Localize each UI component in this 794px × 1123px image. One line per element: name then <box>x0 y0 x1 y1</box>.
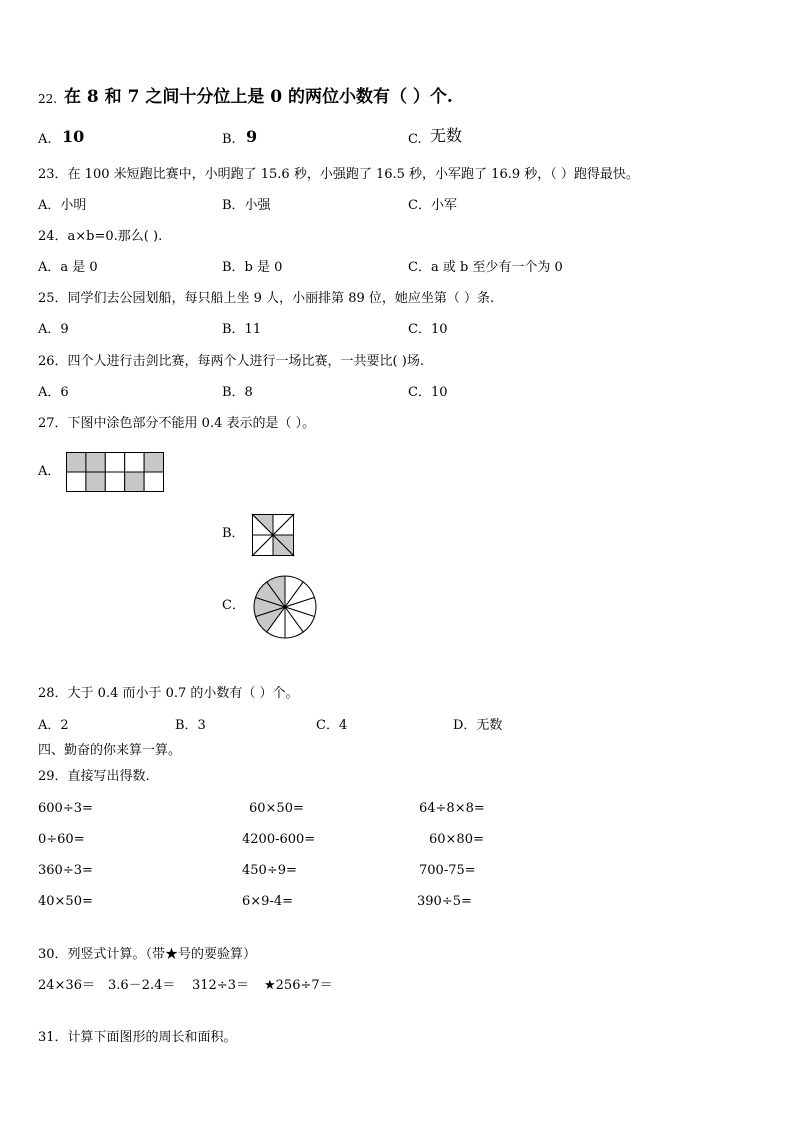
q26-option-c: C．10 <box>408 385 448 400</box>
q22-number: 22. <box>38 92 58 106</box>
grid-cell <box>144 472 163 492</box>
q26-option-b: B．8 <box>222 385 253 400</box>
q29-cell: 450÷9= <box>242 863 297 878</box>
q30-item: 3.6－2.4＝ <box>108 978 176 993</box>
q30-item: 312÷3＝ <box>192 978 249 993</box>
grid-cell <box>67 472 86 492</box>
q24-text: 24．a×b=0.那么( ). <box>38 229 163 244</box>
grid-cell <box>67 453 86 473</box>
q29-cell: 64÷8×8= <box>419 801 485 816</box>
q22-text: 在 8 和 7 之间十分位上是 0 的两位小数有（ ）个. <box>64 87 453 107</box>
grid-cell <box>144 453 163 473</box>
q27-figure-c-circle <box>253 575 317 639</box>
q28-option-d: D．无数 <box>453 718 503 733</box>
q27-option-a: A． <box>38 464 61 479</box>
q25-option-b: B．11 <box>222 322 262 337</box>
q30-text: 30．列竖式计算。（带★号的要验算） <box>38 947 257 962</box>
q23-option-a: A．小明 <box>38 198 87 213</box>
q26-option-a: A．6 <box>38 385 69 400</box>
q23-option-b: B．小强 <box>222 198 271 213</box>
q23-text: 23．在 100 米短跑比赛中，小明跑了 15.6 秒，小强跑了 16.5 秒，小军跑了 16.9 秒，（ ）跑得最快。 <box>38 167 639 182</box>
q30-item: ★256÷7＝ <box>264 978 333 993</box>
q22-option-b-value: 9 <box>246 127 258 146</box>
q27-option-c: C． <box>222 598 245 613</box>
q22-option-a-label: A. <box>38 132 52 147</box>
q28-option-c: C．4 <box>316 718 348 733</box>
q29-cell: 700-75= <box>419 863 476 878</box>
q23-option-c: C．小军 <box>408 198 457 213</box>
q29-cell: 40×50= <box>38 894 93 909</box>
q22-option-c-label: C. <box>408 132 422 147</box>
q26-text: 26．四个人进行击剑比赛，每两个人进行一场比赛，一共要比( )场. <box>38 354 424 369</box>
q24-option-b: B．b 是 0 <box>222 260 283 275</box>
q25-text: 25．同学们去公园划船，每只船上坐 9 人，小丽排第 89 位，她应坐第（ ）条. <box>38 291 495 306</box>
q31-text: 31．计算下面图形的周长和面积。 <box>38 1030 237 1045</box>
q29-cell: 6×9-4= <box>242 894 293 909</box>
q28-option-a: A．2 <box>38 718 69 733</box>
grid-cell <box>125 453 144 473</box>
q27-figure-b-square <box>252 514 294 556</box>
q22-option-c-value: 无数 <box>430 126 463 145</box>
q28-text: 28．大于 0.4 而小于 0.7 的小数有（ ）个。 <box>38 686 299 701</box>
q22-option-b-label: B. <box>222 132 236 147</box>
q29-cell: 60×80= <box>429 832 484 847</box>
q29-cell: 0÷60= <box>38 832 85 847</box>
grid-cell <box>86 472 105 492</box>
q28-option-b: B．3 <box>175 718 206 733</box>
q22-option-a-value: 10 <box>62 127 85 146</box>
q27-option-b: B． <box>222 526 245 541</box>
q29-text: 29．直接写出得数. <box>38 769 150 784</box>
grid-cell <box>86 453 105 473</box>
grid-cell <box>105 472 124 492</box>
q29-cell: 390÷5= <box>417 894 472 909</box>
grid-cell <box>125 472 144 492</box>
q30-item: 24×36＝ <box>38 978 95 993</box>
q27-text: 27．下图中涂色部分不能用 0.4 表示的是（ ）。 <box>38 416 316 431</box>
grid-cell <box>105 453 124 473</box>
q29-cell: 60×50= <box>249 801 304 816</box>
q27-figure-a-grid <box>66 452 164 492</box>
q29-cell: 600÷3= <box>38 801 93 816</box>
q29-cell: 4200-600= <box>242 832 316 847</box>
q25-option-c: C．10 <box>408 322 448 337</box>
q25-option-a: A．9 <box>38 322 69 337</box>
q24-option-a: A．a 是 0 <box>38 260 98 275</box>
q24-option-c: C．a 或 b 至少有一个为 0 <box>408 260 563 275</box>
section4-title: 四、勤奋的你来算一算。 <box>38 743 182 758</box>
q29-cell: 360÷3= <box>38 863 93 878</box>
